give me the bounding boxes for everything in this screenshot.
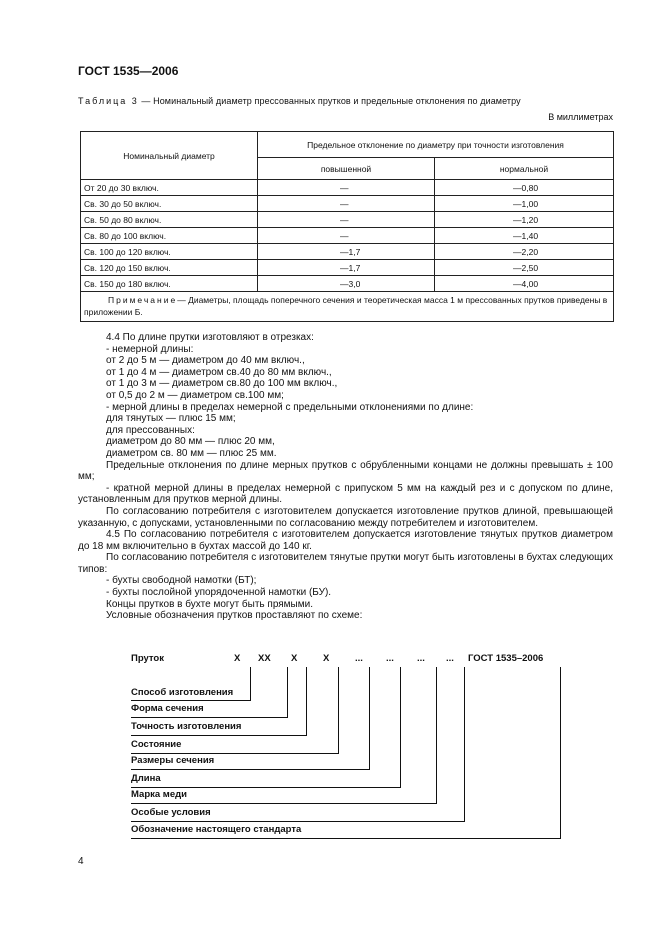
schema-line <box>131 753 339 754</box>
para: диаметром до 80 мм — плюс 20 мм, <box>106 436 275 448</box>
cell-high: —1,7 <box>258 260 435 276</box>
para: - бухты свободной намотки (БТ); <box>106 575 257 587</box>
schema-label-standard: Обозначение настоящего стандарта <box>131 824 302 835</box>
schema-line <box>436 667 437 803</box>
para: от 1 до 3 м — диаметром св.80 до 100 мм включ., <box>106 378 338 390</box>
cell-high: —3,0 <box>258 276 435 292</box>
table-row <box>81 212 614 228</box>
schema-head-x2: Х <box>291 653 298 664</box>
schema-line <box>338 667 339 753</box>
schema-label-accuracy: Точность изготовления <box>131 721 242 732</box>
para: По согласованию потребителя с изготовителем допускается изготовление прутков длиной, превышающей указанную, с допусками, установленными по согласованию между потребителем и изготовителем. <box>78 505 613 529</box>
table-caption <box>78 96 521 106</box>
para-4-4: 4.4 По длине прутки изготовляют в отрезках: <box>106 332 314 343</box>
page-header: ГОСТ 1535—2006 <box>78 64 179 78</box>
table-row <box>81 196 614 212</box>
para: от 1 до 4 м — диаметром св.40 до 80 мм включ., <box>106 366 332 378</box>
note-label: Примечание <box>108 295 178 305</box>
cell-normal: —1,40 <box>435 228 614 244</box>
schema-label-method: Способ изготовления <box>131 687 234 698</box>
schema-line <box>131 803 437 804</box>
cell-high: — <box>258 228 435 244</box>
schema-head-x1: Х <box>234 653 241 664</box>
cell-nominal: Св. 80 до 100 включ. <box>81 228 258 244</box>
schema-label-special: Особые условия <box>131 807 211 818</box>
para: диаметром св. 80 мм — плюс 25 мм. <box>106 447 277 459</box>
table-row <box>81 180 614 196</box>
schema-line <box>131 787 401 788</box>
cell-nominal: Св. 50 до 80 включ. <box>81 212 258 228</box>
para: Предельные отклонения по длине мерных прутков с обрубленными концами не должны превышать ± 100 мм; <box>78 459 613 483</box>
schema-head-product: Пруток <box>131 653 164 664</box>
schema-line <box>131 769 370 770</box>
page-number: 4 <box>78 856 84 867</box>
col-deviation-header: Предельное отклонение по диаметру при точности изготовления <box>258 132 614 158</box>
note-text: — Диаметры, площадь поперечного сечения и теоретическая масса 1 м прессованных прутков приведены в приложении Б. <box>84 295 608 317</box>
cell-nominal: Св. 100 до 120 включ. <box>81 244 258 260</box>
schema-head-standard: ГОСТ 1535–2006 <box>468 653 544 664</box>
schema-head-dots4: ... <box>446 653 454 664</box>
cell-nominal: От 20 до 30 включ. <box>81 180 258 196</box>
cell-high: —1,7 <box>258 244 435 260</box>
cell-nominal: Св. 120 до 150 включ. <box>81 260 258 276</box>
schema-line <box>131 735 307 736</box>
schema-label-dimensions: Размеры сечения <box>131 755 215 766</box>
table-3 <box>80 131 614 322</box>
table-row <box>81 244 614 260</box>
para: - бухты послойной упорядоченной намотки (БУ). <box>106 587 332 599</box>
para: - кратной мерной длины в пределах немерной с припуском 5 мм на каждый рез и с допуском по длине, установленным для прутков мерной длины. <box>78 482 613 506</box>
schema-line <box>131 821 465 822</box>
schema-line <box>287 667 288 717</box>
schema-line <box>131 838 561 839</box>
para: - немерной длины: <box>106 343 194 355</box>
para: от 0,5 до 2 м — диаметром св.100 мм; <box>106 389 284 401</box>
para: Концы прутков в бухте могут быть прямыми. <box>106 598 313 610</box>
cell-normal: —4,00 <box>435 276 614 292</box>
para: По согласованию потребителя с изготовителем тянутые прутки могут быть изготовлены в бухтах следующих типов: <box>78 552 613 575</box>
para: Условные обозначения прутков проставляют по схеме: <box>106 610 363 622</box>
schema-line <box>369 667 370 769</box>
schema-line <box>131 700 251 701</box>
schema-head-x3: Х <box>323 653 330 664</box>
para-4-5: 4.5 По согласованию потребителя с изготовителем допускается изготовление тянутых прутков диаметром до 18 мм включительно в бухтах массой до 140 кг. <box>78 529 613 552</box>
para: для тянутых — плюс 15 мм; <box>106 413 236 425</box>
table-caption-label: Таблица 3 <box>78 96 139 106</box>
table-row <box>81 276 614 292</box>
schema-line <box>306 667 307 735</box>
schema-label-state: Состояние <box>131 739 182 750</box>
col-nominal-header: Номинальный диаметр <box>81 132 258 180</box>
cell-normal: —0,80 <box>435 180 614 196</box>
schema-line <box>560 667 561 839</box>
schema-label-shape: Форма сечения <box>131 703 204 714</box>
cell-nominal: Св. 150 до 180 включ. <box>81 276 258 292</box>
schema-line <box>131 717 288 718</box>
table-row <box>81 260 614 276</box>
schema-line <box>400 667 401 787</box>
para: от 2 до 5 м — диаметром до 40 мм включ., <box>106 355 305 367</box>
schema-head-xx: ХХ <box>258 653 271 664</box>
cell-normal: —2,50 <box>435 260 614 276</box>
schema-head-dots3: ... <box>417 653 425 664</box>
schema-head-dots1: ... <box>355 653 363 664</box>
col-high-header: повышенной <box>258 158 435 180</box>
para: - мерной длины в пределах немерной с предельными отклонениями по длине: <box>106 401 474 413</box>
table-row <box>81 228 614 244</box>
cell-normal: —1,20 <box>435 212 614 228</box>
body-text <box>78 332 613 622</box>
schema-head-dots2: ... <box>386 653 394 664</box>
cell-high: — <box>258 212 435 228</box>
table-units: В миллиметрах <box>548 112 613 122</box>
cell-high: — <box>258 196 435 212</box>
cell-normal: —2,20 <box>435 244 614 260</box>
schema-line <box>250 667 251 700</box>
cell-normal: —1,00 <box>435 196 614 212</box>
schema-label-grade: Марка меди <box>131 789 187 800</box>
cell-nominal: Св. 30 до 50 включ. <box>81 196 258 212</box>
schema-label-length: Длина <box>131 773 161 784</box>
para: для прессованных: <box>106 424 195 436</box>
cell-high: — <box>258 180 435 196</box>
table-caption-text: — Номинальный диаметр прессованных прутков и предельные отклонения по диаметру <box>138 96 521 106</box>
table-note <box>81 292 614 322</box>
schema-line <box>464 667 465 821</box>
col-normal-header: нормальной <box>435 158 614 180</box>
